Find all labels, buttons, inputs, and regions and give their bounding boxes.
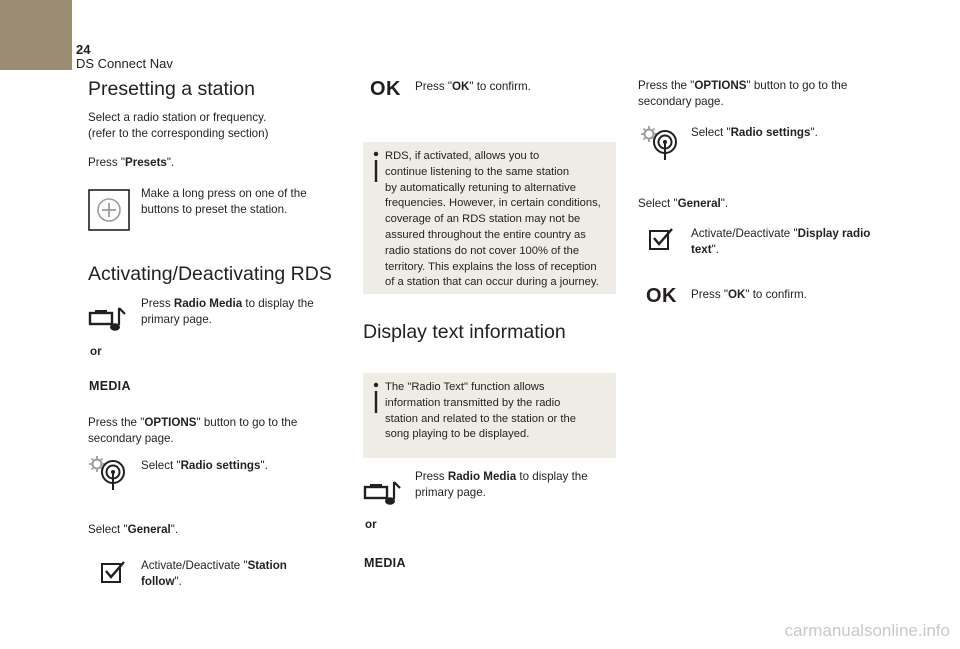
presetting-title: Presetting a station [88, 78, 255, 100]
note-line: of a station that can occur during a journey. [385, 276, 599, 289]
preset-step: Make a long press on one of the buttons to preset the station. [141, 187, 307, 216]
radio-text-note [363, 373, 616, 458]
options-instruction: Press the "OPTIONS" button to go to the secondary page. [88, 416, 298, 445]
radio-media-icon [363, 480, 405, 508]
station-follow-step: Activate/Deactivate "Station follow". [141, 559, 287, 588]
preset-plus-icon [88, 189, 130, 231]
display-title: Display text information [363, 321, 566, 343]
general-step: Select "General". [88, 523, 179, 536]
radio-settings-icon [640, 124, 682, 162]
rds-radio-media-step: Press Radio Media to display the primary page. [141, 297, 314, 326]
note-line: information transmitted by the radio [385, 396, 561, 409]
general-step: Select "General". [638, 197, 729, 210]
note-line: RDS, if activated, allows you to [385, 150, 540, 162]
checkbox-icon [100, 560, 126, 584]
presetting-intro: Select a radio station or frequency. (refer to the corresponding section) [88, 111, 269, 140]
options-instruction: Press the "OPTIONS" button to go to the secondary page. [638, 79, 848, 108]
ok-step: Press "OK" to confirm. [415, 80, 531, 93]
rds-info-text [385, 149, 610, 291]
radio-settings-icon [88, 454, 130, 492]
radio-media-icon [88, 306, 130, 334]
note-line: station and related to the station or the [385, 412, 576, 425]
ok-icon: OK [370, 78, 401, 100]
info-icon [371, 151, 381, 183]
page-number: 24 [76, 42, 91, 57]
note-line: song playing to be displayed. [385, 428, 530, 441]
checkbox-icon [648, 227, 674, 251]
radio-text-info [385, 380, 610, 443]
media-label: MEDIA [364, 556, 406, 570]
note-line: radio stations do not cover 100% of the [385, 244, 580, 257]
or-label: or [365, 518, 377, 531]
presets-instruction: Press "Presets". [88, 156, 175, 169]
ok-step: Press "OK" to confirm. [691, 288, 807, 301]
note-line: by automatically retuning to alternative [385, 181, 576, 194]
note-line: frequencies. However, in certain conditions, [385, 197, 601, 210]
note-line: assured throughout the entire country as [385, 228, 586, 241]
note-line: The "Radio Text" function allows [385, 381, 545, 393]
or-label: or [90, 345, 102, 358]
display-radio-media-step: Press Radio Media to display the primary page. [415, 470, 588, 499]
info-icon [371, 382, 381, 414]
ok-icon: OK [646, 285, 677, 307]
media-label: MEDIA [89, 379, 131, 393]
page-subtitle: DS Connect Nav [76, 56, 173, 71]
display-radio-text-step: Activate/Deactivate "Display radio text". [691, 227, 871, 256]
note-line: continue listening to the same station [385, 165, 570, 178]
note-line: coverage of an RDS station may not be [385, 213, 581, 226]
watermark: carmanualsonline.info [784, 621, 950, 640]
page-tab [0, 0, 72, 70]
radio-settings-step: Select "Radio settings". [691, 126, 818, 139]
rds-title: Activating/Deactivating RDS [88, 263, 332, 285]
radio-settings-step: Select "Radio settings". [141, 459, 268, 472]
rds-info-note [363, 142, 616, 294]
note-line: territory. This explains the loss of reception [385, 260, 597, 273]
